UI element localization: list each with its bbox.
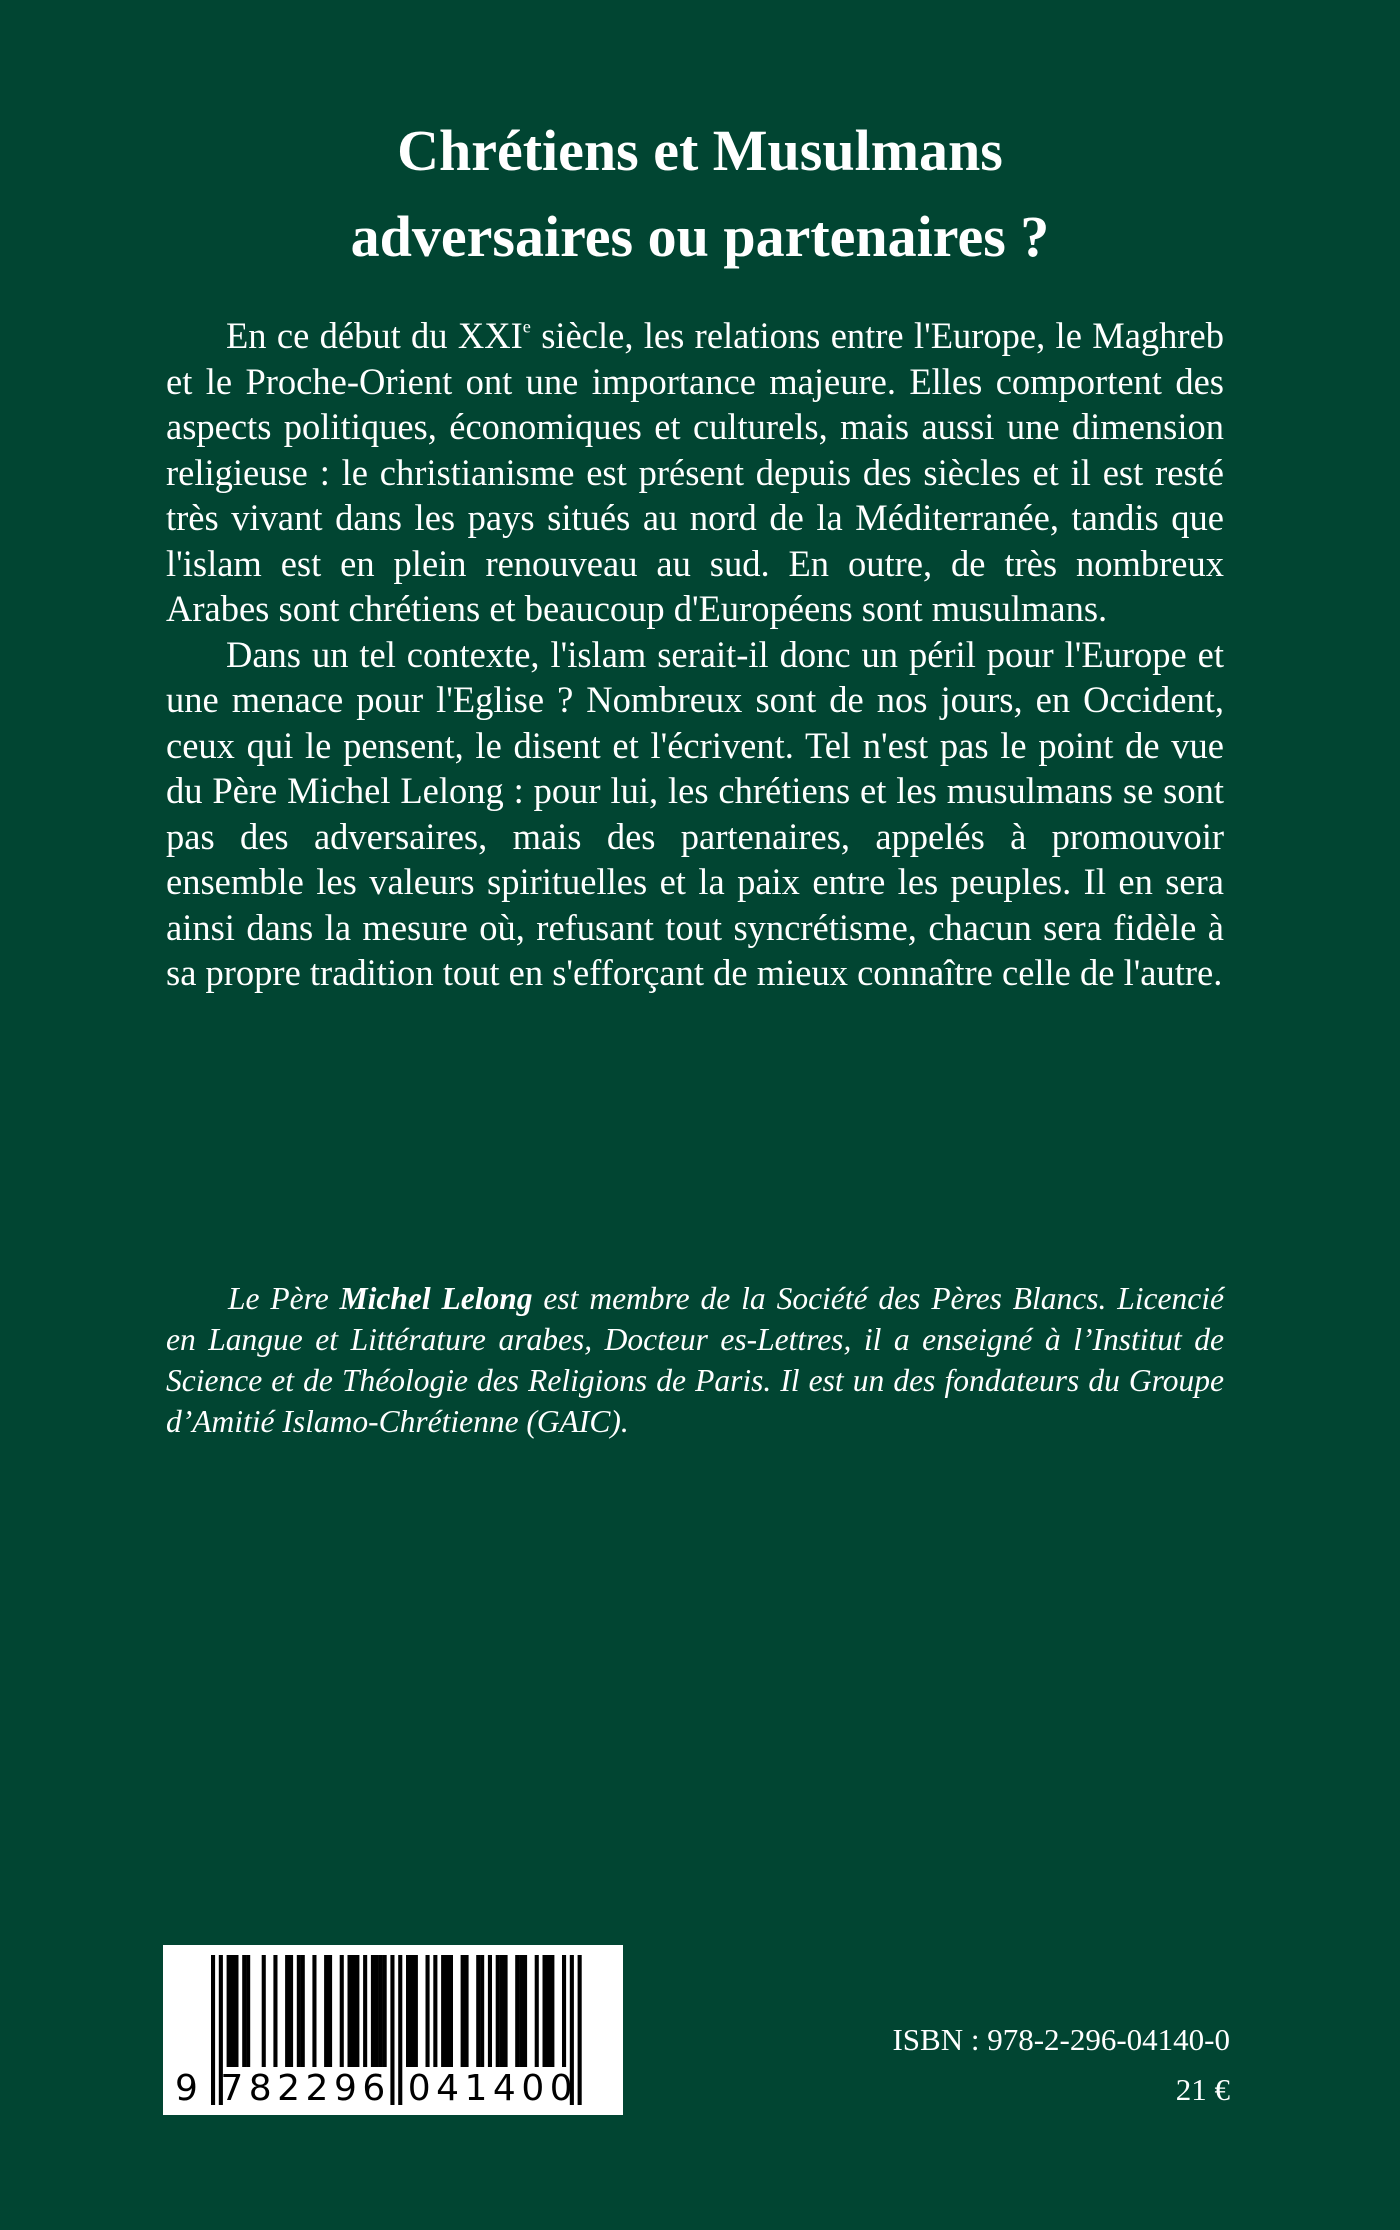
blurb <box>166 313 1224 996</box>
barcode-bar <box>562 1955 566 2067</box>
barcode-bar <box>441 1955 445 2067</box>
barcode-bar <box>414 1955 418 2067</box>
blurb-p1-rest: siècle, les relations entre l'Europe, le Maghreb et le Proche-Orient ont une importance majeure. Elles comportent des aspects politiques, économiques et culturels, mais aussi une dimension religieuse : le christianisme est présent depuis des siècles et il est resté très vivant dans les pays situés au nord de la Méditerranée, tandis que l'islam est en plein renouveau au sud. En outre, de très nombreux Arabes sont chrétiens et beaucoup d'Européens sont musulmans. <box>166 315 1224 629</box>
barcode-bar <box>340 1955 344 2067</box>
barcode-digits: 9 782296 041400 <box>175 2068 579 2109</box>
barcode-bar <box>234 1955 238 2067</box>
price: 21 € <box>1175 2072 1230 2107</box>
barcode-bar <box>535 1955 539 2067</box>
barcode-bar <box>227 1955 231 2067</box>
barcode-bar <box>351 1955 355 2067</box>
barcode-bar <box>550 1955 554 2067</box>
barcode-bar <box>426 1955 430 2067</box>
barcode-bar <box>324 1955 328 2067</box>
book-title <box>0 108 1400 280</box>
barcode-bar <box>328 1955 332 2067</box>
barcode-bar <box>312 1955 316 2067</box>
barcode-bar <box>246 1955 250 2067</box>
title-line-1: Chrétiens et Musulmans <box>397 118 1003 183</box>
title-line-2: adversaires ou partenaires ? <box>350 204 1050 269</box>
barcode-bar <box>242 1955 246 2067</box>
blurb-p1-start: En ce début du XXI <box>226 315 523 356</box>
author-name: Michel Lelong <box>339 1281 533 1316</box>
barcode-bar <box>285 1955 289 2067</box>
barcode-bar <box>449 1955 453 2067</box>
barcode-bar <box>476 1955 480 2067</box>
barcode-bar <box>379 1955 383 2067</box>
barcode-bar <box>273 1955 277 2067</box>
barcode-bar <box>496 1955 500 2067</box>
barcode-bar <box>410 1955 414 2067</box>
barcode-bar <box>355 1955 359 2067</box>
barcode-bar <box>348 1955 352 2067</box>
bio-prefix: Le Père <box>228 1281 340 1316</box>
barcode-bar <box>519 1955 523 2067</box>
barcode-bar <box>515 1955 519 2067</box>
barcode-bar <box>371 1955 375 2067</box>
barcode-bar <box>231 1955 235 2067</box>
barcode-bar <box>445 1955 449 2067</box>
barcode-bar <box>383 1955 387 2067</box>
bio-text: est membre de la Société des Pères Blancs. Licencié en Langue et Littérature arabes, Docteur es-Lettres, il a enseigné à l’Institut de Science et de Théologie des Religions de Paris. Il est un des fondateurs du Groupe d’Amitié Islamo-Chrétienne (GAIC). <box>166 1281 1224 1439</box>
barcode-bar <box>375 1955 379 2067</box>
barcode-bar <box>504 1955 508 2067</box>
barcode-bar <box>301 1955 305 2067</box>
barcode <box>163 1945 623 2115</box>
barcode-bar <box>543 1955 547 2067</box>
blurb-paragraph-1 <box>166 313 1224 632</box>
author-bio <box>166 1278 1224 1442</box>
barcode-bar <box>289 1955 293 2067</box>
barcode-bar <box>262 1955 266 2067</box>
century-superscript: e <box>522 316 531 337</box>
barcode-bar <box>480 1955 484 2067</box>
barcode-bar <box>363 1955 367 2067</box>
barcode-bar <box>500 1955 504 2067</box>
barcode-bar <box>488 1955 492 2067</box>
barcode-bar <box>465 1955 469 2067</box>
isbn: ISBN : 978-2-296-04140-0 <box>892 2022 1230 2057</box>
barcode-bar <box>406 1955 410 2067</box>
barcode-bar <box>546 1955 550 2067</box>
blurb-paragraph-2: Dans un tel contexte, l'islam serait-il donc un péril pour l'Europe et une menace pour l'Eglise ? Nombreux sont de nos jours, en Occident, ceux qui le pensent, le disent et l'écrivent. Tel n'est pas le point de vue du Père Michel Lelong : pour lui, les chrétiens et les musulmans se sont pas des adversaires, mais des partenaires, appelés à promouvoir ensemble les valeurs spirituelles et la paix entre les peuples. Il en sera ainsi dans la mesure où, refusant tout syncrétisme, chacun sera fidèle à sa propre tradition tout en s'efforçant de mieux connaître celle de l'autre. <box>166 633 1224 993</box>
barcode-bar <box>523 1955 527 2067</box>
barcode-bar <box>433 1955 437 2067</box>
barcode-bar <box>461 1955 465 2067</box>
barcode-bar <box>297 1955 301 2067</box>
